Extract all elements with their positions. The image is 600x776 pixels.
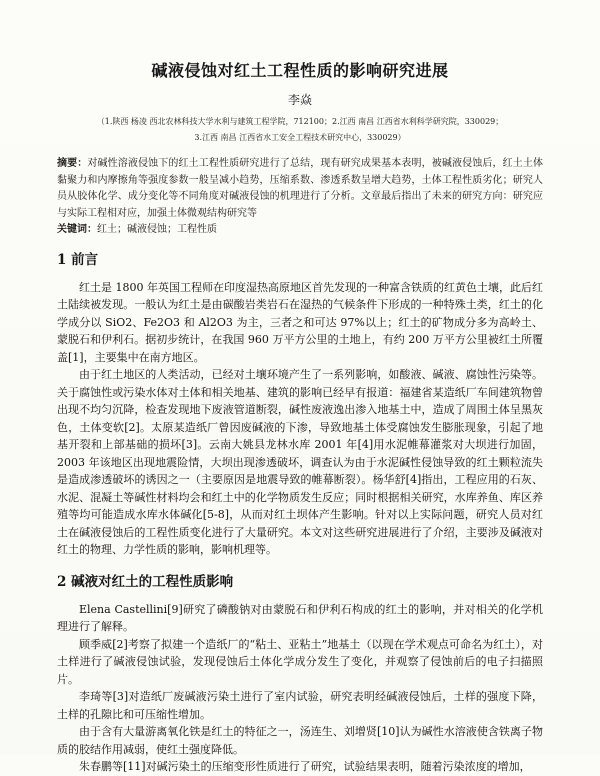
section-1-paragraph-1: 红土是 1800 年英国工程师在印度湿热高原地区首先发现的一种富含铁质的红黄色土壤，此后红土陆续被发现。一般认为红土是由碳酸岩类岩石在湿热的气候条件下形成的一种特殊土类，红土的化学成分以 SiO2、Fe2O3 和 Al2O3 为主，三者之和可达 97%以上；红土的矿物成分多为高岭土、蒙脱石和伊利石。据初步统计，在我国 960 万平方公里的土地上，有约 200 万平方公里被红土所覆盖[1]，主要集中在南方地区。 — [57, 280, 543, 364]
section-1-paragraph-2: 由于红土地区的人类活动，已经对土壤环境产生了一系列影响，如酸液、碱液、腐蚀性污染等。关于腐蚀性或污染水体对土体和相关地基、建筑的影响已经早有报道：福建省某造纸厂车间建筑物曾出现不均匀沉降，检查发现地下废液管道断裂，碱性废液逸出渗入地基土中，造成了周围土体呈黑灰色，土体变软[2]。太原某造纸厂曾因废碱液的下渗，导致地基土体受腐蚀发生膨胀现象，引起了地基开裂和上部基础的损坏[3]。云南大姚县龙林水库 2001 年[4]用水泥帷幕灌浆对大坝进行加固，2003 年该地区出现地震险情，大坝出现渗透破坏，调查认为由于水泥碱性侵蚀导致的红土颗粒流失是造成渗透破坏的诱因之一（主要原因是地震导致的帷幕断裂）。杨华舒[4]指出，工程应用的石灰、水泥、混凝土等碱性材料均会和红土中的化学物质发生反应；同时根据相关研究，水库养鱼、库区养殖等均可能造成水库水体碱化[5-8]，从而对红土坝体产生影响。针对以上实际问题，研究人员对红土在碱液侵蚀后的工程性质变化进行了大量研究。本文对这些研究进展进行了介绍，主要涉及碱液对红土的物理、力学性质的影响，影响机理等。 — [57, 368, 543, 556]
keywords-label: 关键词： — [57, 224, 97, 235]
paper-title: 碱液侵蚀对红土工程性质的影响研究进展 — [151, 61, 449, 80]
keywords-text: 红土；碱液侵蚀；工程性质 — [97, 224, 217, 235]
section-1-heading: 1 前言 — [57, 251, 99, 268]
author-name: 李焱 — [287, 93, 312, 107]
abstract-block — [57, 156, 543, 222]
section-2-paragraph-3: 李琦等[3]对造纸厂废碱液污染土进行了室内试验，研究表明经碱液侵蚀后，土样的强度下降，土样的孔隙比和可压缩性增加。 — [57, 690, 543, 721]
section-2-paragraph-1: Elena Castellini[9]研究了磷酸钠对由蒙脱石和伊利石构成的红土的影响，并对相关的化学机理进行了解释。 — [57, 602, 543, 633]
abstract-text: 对碱性溶液侵蚀下的红土工程性质研究进行了总结，现有研究成果基本表明，被碱液侵蚀后，红土土体黏聚力和内摩擦角等强度参数一般呈减小趋势，压缩系数、渗透系数呈增大趋势，土体工程性质劣化；研究人员从胶体化学、成分变化等不同角度对碱液侵蚀的机理进行了分析。文章最后指出了未来的研究方向：研究应与实际工程相对应，加强土体微观结构研究等 — [57, 158, 544, 219]
section-2-paragraph-4: 由于含有大量游离氧化铁是红土的特征之一，汤连生、刘增贤[10]认为碱性水溶液使含铁离子物质的胶结作用减弱，使红土强度降低。 — [57, 725, 543, 756]
affiliation-line-2: 3.江西 南昌 江西省水工安全工程技术研究中心，330029） — [194, 133, 406, 142]
section-2-paragraph-5: 朱春鹏等[11]对碱污染土的压缩变形性质进行了研究，试验结果表明，随着污染浓度的增加， — [79, 760, 531, 773]
affiliation-line-1: （1.陕西 杨凌 西北农林科技大学水利与建筑工程学院，712100；2.江西 南昌 江西省水利科学研究院，330029； — [96, 117, 504, 126]
keywords-block — [57, 222, 543, 239]
abstract-label: 摘要： — [57, 158, 88, 169]
section-2-paragraph-2: 顾季威[2]考察了拟建一个造纸厂的“粘土、亚粘土”地基土（以现在学术观点可命名为红土），对土样进行了碱液侵蚀试验，发现侵蚀后土体化学成分发生了变化，并观察了侵蚀前后的电子扫描照片。 — [57, 637, 543, 686]
section-2-heading: 2 碱液对红土的工程性质影响 — [57, 573, 234, 590]
